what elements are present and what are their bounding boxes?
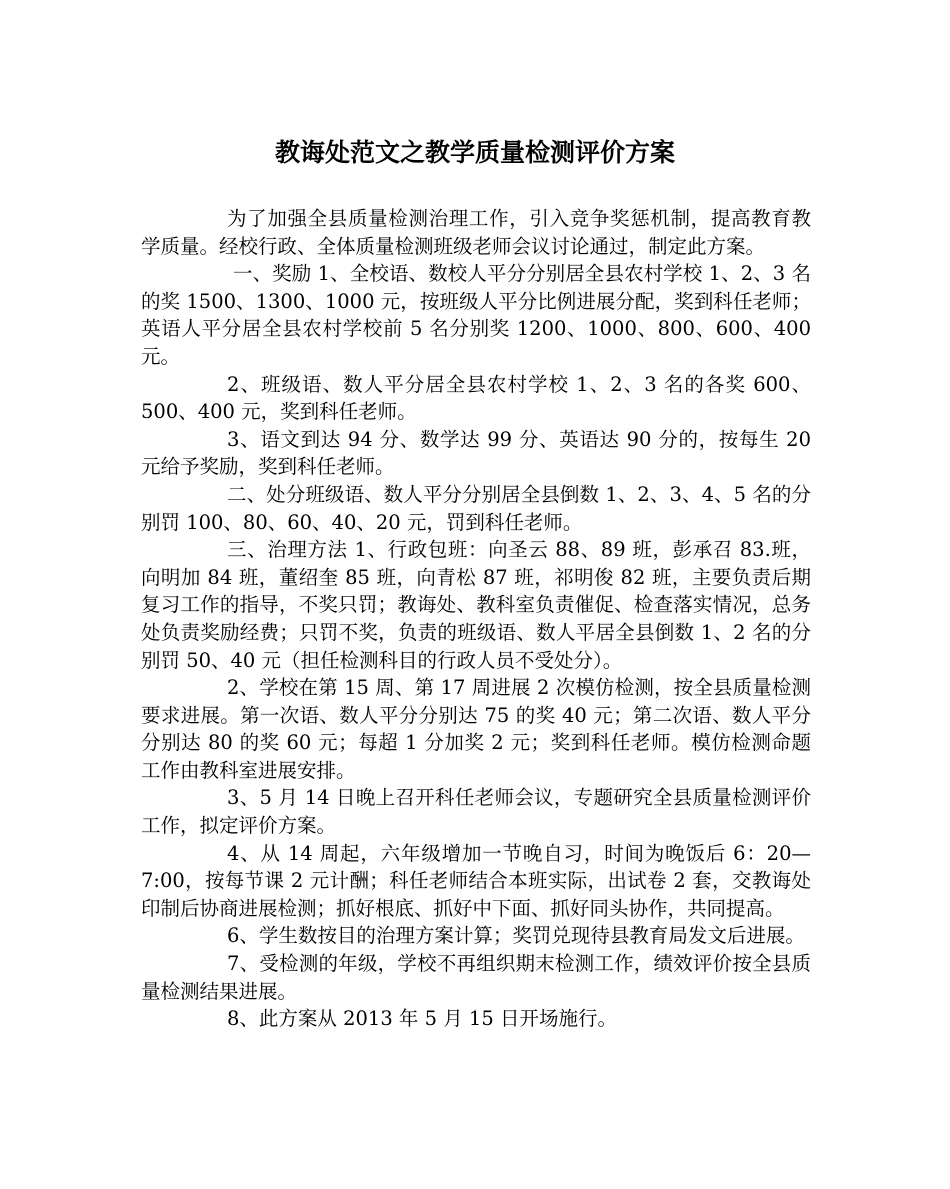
paragraph-method-8: 8、此方案从 2013 年 5 月 15 日开场施行。 — [227, 1007, 617, 1031]
paragraph-method-1: 三、治理方法 1、行政包班：向圣云 88、89 班，彭承召 83.班，向明加 84 班，董绍奎 85 班，向青松 87 班，祁明俊 82 班，主要负责后期复习工作的指导，不奖只罚；教诲处、教科室负责催促、检查落实情况，总务处负责奖励经费；只罚不奖，负责的班级语、数人平居全县倒数 1、2 名的分别罚 50、40 元（担任检测科目的行政人员不受处分）。 — [141, 538, 811, 672]
paragraph-reward-2: 2、班级语、数人平分居全县农村学校 1、2、3 名的各奖 600、500、400 元，奖到科任老师。 — [141, 372, 811, 424]
paragraph-intro: 为了加强全县质量检测治理工作，引入竞争奖惩机制，提高教育教学质量。经校行政、全体质量检测班级老师会议讨论通过，制定此方案。 — [141, 207, 811, 258]
paragraph-method-2: 2、学校在第 15 周、第 17 周进展 2 次模仿检测，按全县质量检测要求进展。第一次语、数人平分分别达 75 的奖 40 元；第二次语、数人平分分别达 80 的奖 60 元；每超 1 分加奖 2 元；奖到科任老师。模仿检测命题工作由教科室进展安排。 — [141, 676, 811, 782]
paragraph-penalty: 二、处分班级语、数人平分分别居全县倒数 1、2、3、4、5 名的分别罚 100、80、60、40、20 元，罚到科任老师。 — [141, 482, 811, 534]
paragraph-reward-3: 3、语文到达 94 分、数学达 99 分、英语达 90 分的，按每生 20 元给予奖励，奖到科任老师。 — [141, 427, 811, 479]
paragraph-method-6: 6、学生数按目的治理方案计算；奖罚兑现待县教育局发文后进展。 — [227, 924, 805, 948]
paragraph-method-4: 4、从 14 周起，六年级增加一节晚自习，时间为晚饭后 6：20—7:00，按每节课 2 元计酬；科任老师结合本班实际，出试卷 2 套，交教诲处印制后协商进展检测；抓好根底、抓好中下面、抓好同头协作，共同提高。 — [141, 841, 811, 920]
paragraph-method-3: 3、5 月 14 日晚上召开科任老师会议，专题研究全县质量检测评价工作，拟定评价方案。 — [141, 786, 811, 838]
document-title: 教诲处范文之教学质量检测评价方案 — [274, 138, 675, 167]
paragraph-method-7: 7、受检测的年级，学校不再组织期末检测工作，绩效评价按全县质量检测结果进展。 — [141, 952, 811, 1003]
paragraph-reward-1: 一、奖励 1、全校语、数校人平分分别居全县农村学校 1、2、3 名的奖 1500、1300、1000 元，按班级人平分比例进展分配，奖到科任老师；英语人平分居全县农村学校前 5 名分别奖 1200、1000、800、600、400 元。 — [141, 262, 811, 368]
document-body — [141, 205, 811, 1033]
